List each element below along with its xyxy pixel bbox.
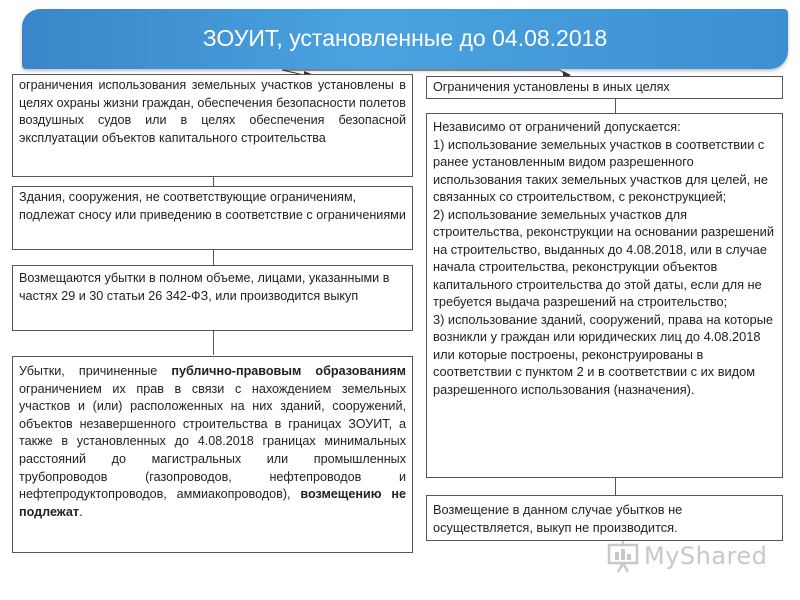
left-box-no-compensation (12, 356, 413, 553)
right-box-permitted-uses (426, 113, 783, 478)
left-box-purpose: ограничения использования земельных участков установлены в целях охраны жизни граждан, обеспечения безопасности полетов воздушных судов или в целях обеспечения безопасной эксплуатации объектов капитального строительства (12, 74, 413, 177)
bold-part: возмещению не подлежат (19, 487, 406, 519)
left-box-demolition: Здания, сооружения, не соответствующие ограничениям, подлежат сносу или приведению в соответствие с ограничениями (12, 186, 413, 250)
permitted-intro: Независимо от ограничений допускается: (433, 119, 681, 134)
watermark-text: MyShared (644, 542, 768, 570)
slide-title: ЗОУИТ, установленные до 04.08.2018 (202, 25, 608, 51)
right-box-other-purposes: Ограничения установлены в иных целях (426, 76, 783, 99)
permitted-item-1: 1) использование земельных участков в соответствии с ранее установленным видом разрешенного использования таких земельных участков для целей, не связанных со строительством, с реконструкцией; (433, 136, 768, 204)
left-box-compensation: Возмещаются убытки в полном объеме, лицами, указанными в частях 29 и 30 статьи 26 342-ФЗ, или производится выкуп (12, 265, 413, 331)
permitted-item-3: 3) использование зданий, сооружений, права на которые возникли у граждан или юридических лиц до 4.08.2018 или которые построены, реконструированы в соответствии с пунктом 2 и в соответствии с их видом разрешенного использования (назначения). (433, 311, 774, 397)
watermark (604, 537, 774, 577)
presentation-icon (606, 539, 642, 575)
permitted-item-2: 2) использование земельных участков для строительства, реконструкции на основании разрешений на строительство, выданных до 4.08.2018, или в случае начала строительства, реконструкции объектов капитального строительства до этой даты, если для не требуется выдача разрешений на строительство; (433, 206, 774, 309)
text-part: . (79, 504, 83, 519)
text-part: ограничением их прав в связи с нахождением земельных участков и (или) расположенных на них зданий, сооружений, объектов незавершенного строительства в границах ЗОУИТ, а также в установленных до 4.08.2018 границах минимальных расстояний до магистральных или промышленных трубопроводов (газопроводов, нефтепроводов и нефтепродуктопроводов, аммиакопроводов), (19, 381, 406, 502)
text-part: Убытки, причиненные (19, 364, 172, 378)
bold-part: публично-правовым образованиям (171, 364, 406, 378)
right-box-no-buyout: Возмещение в данном случае убытков не осуществляется, выкуп не производится. (426, 495, 783, 541)
